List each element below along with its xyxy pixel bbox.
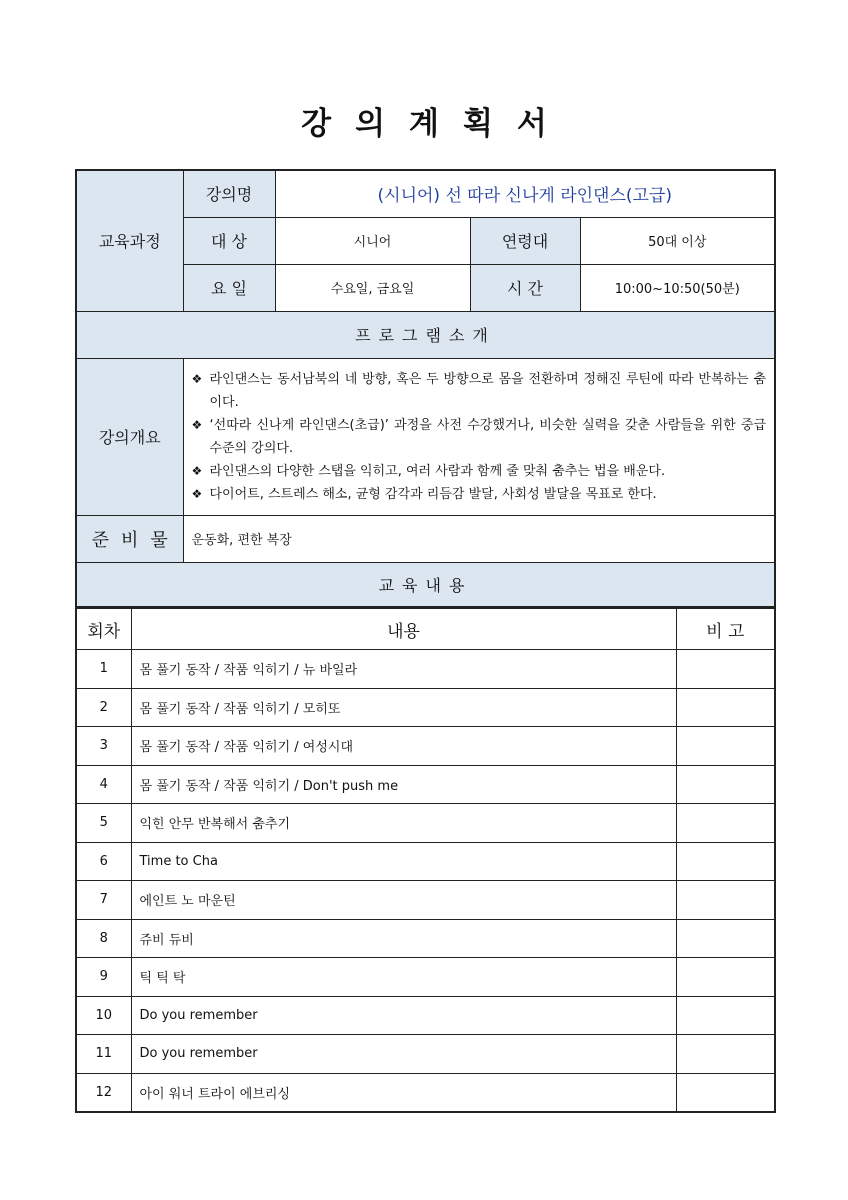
overview-item: ❖ 라인댄스는 동서남북의 네 방향, 혹은 두 방향으로 몸을 전환하며 정해진 루틴에 따라 반복하는 춤이다. <box>192 368 767 414</box>
session-number: 9 <box>76 958 131 997</box>
label-course-name: 강의명 <box>183 170 275 217</box>
session-number: 5 <box>76 804 131 843</box>
session-number: 11 <box>76 1035 131 1074</box>
course-name: (시니어) 선 따라 신나게 라인댄스(고급) <box>275 170 775 217</box>
session-number: 4 <box>76 765 131 804</box>
label-time: 시 간 <box>470 264 580 311</box>
label-age: 연령대 <box>470 217 580 264</box>
label-course: 교육과정 <box>76 170 183 311</box>
session-content: 몸 풀기 동작 / 작품 익히기 / Don't push me <box>131 765 676 804</box>
overview-item: ❖ ‘선따라 신나게 라인댄스(초급)’ 과정을 사전 수강했거나, 비슷한 실력을 갖춘 사람들을 위한 중급 수준의 강의다. <box>192 414 767 460</box>
session-note <box>676 727 775 766</box>
session-content: 에인트 노 마운틴 <box>131 881 676 920</box>
session-note <box>676 881 775 920</box>
bullet-icon: ❖ <box>191 417 203 432</box>
session-note <box>676 842 775 881</box>
session-content: 익힌 안무 반복해서 춤추기 <box>131 804 676 843</box>
table-row <box>76 919 775 958</box>
age-value: 50대 이상 <box>580 217 775 264</box>
session-number: 7 <box>76 881 131 920</box>
session-content: 몸 풀기 동작 / 작품 익히기 / 여성시대 <box>131 727 676 766</box>
session-content: 아이 워너 트라이 에브리싱 <box>131 1073 676 1112</box>
time-value: 10:00~10:50(50분) <box>580 264 775 311</box>
session-number: 8 <box>76 919 131 958</box>
session-content: Do you remember <box>131 996 676 1035</box>
session-content: 몸 풀기 동작 / 작품 익히기 / 모히또 <box>131 688 676 727</box>
session-note <box>676 650 775 689</box>
session-number: 3 <box>76 727 131 766</box>
table-row <box>76 765 775 804</box>
curriculum-header: 교육내용 <box>76 562 775 607</box>
session-note <box>676 1035 775 1074</box>
day-value: 수요일, 금요일 <box>275 264 470 311</box>
col-content-header: 내용 <box>131 608 676 650</box>
session-number: 1 <box>76 650 131 689</box>
session-note <box>676 958 775 997</box>
session-note <box>676 1073 775 1112</box>
label-overview: 강의개요 <box>76 358 183 515</box>
table-row <box>76 1073 775 1112</box>
table-row <box>76 1035 775 1074</box>
session-number: 12 <box>76 1073 131 1112</box>
session-note <box>676 919 775 958</box>
label-target: 대 상 <box>183 217 275 264</box>
table-row <box>76 650 775 689</box>
session-content: Do you remember <box>131 1035 676 1074</box>
overview-item: ❖ 라인댄스의 다양한 스탭을 익히고, 여러 사람과 함께 줄 맞춰 춤추는 법을 배운다. <box>192 460 767 483</box>
col-note-header: 비 고 <box>676 608 775 650</box>
course-info-table <box>75 169 776 608</box>
session-number: 10 <box>76 996 131 1035</box>
session-content: 틱 틱 탁 <box>131 958 676 997</box>
session-content: 쥬비 듀비 <box>131 919 676 958</box>
session-note <box>676 765 775 804</box>
target-value: 시니어 <box>275 217 470 264</box>
label-day: 요 일 <box>183 264 275 311</box>
bullet-icon: ❖ <box>191 463 203 478</box>
table-row <box>76 688 775 727</box>
session-note <box>676 688 775 727</box>
table-row <box>76 958 775 997</box>
page-title: 강의계획서 <box>301 106 571 142</box>
table-row <box>76 804 775 843</box>
overview-item: ❖ 다이어트, 스트레스 해소, 균형 감각과 리듬감 발달, 사회성 발달을 목표로 한다. <box>192 483 767 506</box>
overview-content <box>183 358 775 515</box>
session-note <box>676 804 775 843</box>
table-row <box>76 881 775 920</box>
table-row <box>76 996 775 1035</box>
overview-list <box>184 362 775 512</box>
preparation-value: 운동화, 편한 복장 <box>183 515 775 562</box>
bullet-icon: ❖ <box>191 486 203 501</box>
session-number: 6 <box>76 842 131 881</box>
session-note <box>676 996 775 1035</box>
session-content: 몸 풀기 동작 / 작품 익히기 / 뉴 바일라 <box>131 650 676 689</box>
table-row <box>76 727 775 766</box>
session-content: Time to Cha <box>131 842 676 881</box>
program-intro-header: 프로그램소개 <box>76 311 775 358</box>
bullet-icon: ❖ <box>191 371 203 386</box>
table-row <box>76 842 775 881</box>
session-number: 2 <box>76 688 131 727</box>
label-preparation: 준비물 <box>76 515 183 562</box>
col-session-header: 회차 <box>76 608 131 650</box>
curriculum-table <box>75 606 776 1113</box>
